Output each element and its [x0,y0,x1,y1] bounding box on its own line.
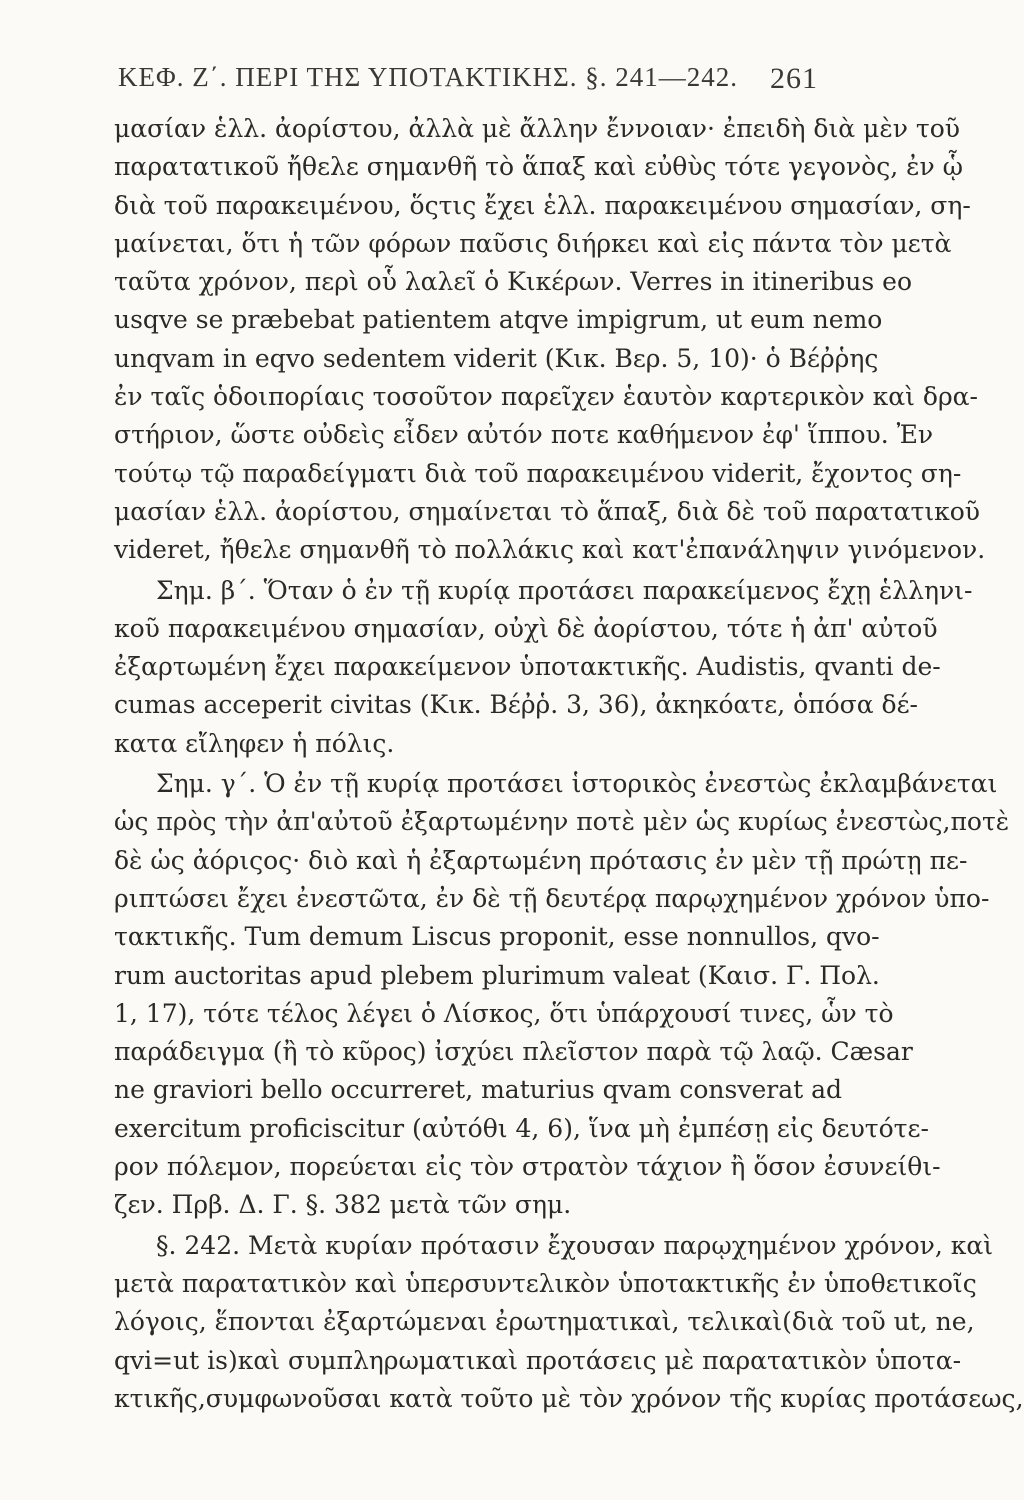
text-line: μασίαν ἑλλ. ἀορίστου, σημαίνεται τὸ ἅπαξ, διὰ δὲ τοῦ παρατατικοῦ [114,496,981,526]
text-line: ζεν. Πρβ. Δ. Γ. §. 382 μετὰ τῶν σημ. [114,1190,572,1220]
note-b-heading-line: Σημ. β΄. Ὅταν ὁ ἐν τῇ κυρίᾳ προτάσει παρακείμενος ἔχῃ ἑλληνι- [156,575,973,605]
text-line: videret, ἤθελε σημανθῆ τὸ πολλάκις καὶ κατ'ἐπανάληψιν γινόμενον. [114,535,986,565]
body-text [114,110,1024,1418]
text-line: διὰ τοῦ παρακειμένου, ὅςτις ἔχει ἑλλ. παρακειμένου σημασίαν, ση- [114,190,971,220]
text-line: ἐξαρτωμένη ἔχει παρακείμενον ὑποτακτικῆς. Audistis, qvanti de- [114,652,941,682]
text-line: cumas acceperit civitas (Κικ. Βέῤῥ. 3, 36), ἀκηκόατε, ὁπόσα δέ- [114,690,918,720]
text-line: qvi=ut is)καὶ συμπληρωματικαὶ προτάσεις μὲ παρατατικὸν ὑποτα- [114,1345,962,1375]
text-line: κατα εἴληφεν ἡ πόλις. [114,728,395,758]
text-line: μαίνεται, ὅτι ἡ τῶν φόρων παῦσις διήρκει καὶ εἰς πάντα τὸν μετὰ [114,228,952,258]
text-line: παρατατικοῦ ἤθελε σημανθῆ τὸ ἅπαξ καὶ εὐθὺς τότε γεγονὸς, ἐν ᾧ [114,152,964,182]
page-number: 261 [770,62,818,95]
text-line: λόγοις, ἕπονται ἐξαρτώμεναι ἐρωτηματικαὶ, τελικαὶ(διὰ τοῦ ut, ne, [114,1307,975,1337]
text-line: κοῦ παρακειμένου σημασίαν, οὐχὶ δὲ ἀορίστου, τότε ἡ ἀπ' αὐτοῦ [114,613,938,643]
text-line: exercitum proficiscitur (αὐτόθι 4, 6), ἵνα μὴ ἐμπέσῃ εἰς δευτότε- [114,1113,929,1143]
page-header [118,62,818,102]
text-line: μασίαν ἑλλ. ἀορίστου, ἀλλὰ μὲ ἄλλην ἔννοιαν· ἐπειδὴ διὰ μὲν τοῦ [114,114,960,143]
text-line: ριπτώσει ἔχει ἐνεστῶτα, ἐν δὲ τῇ δευτέρᾳ παρῳχημένον χρόνον ὑπο- [114,883,990,913]
note-c-heading-line: Σημ. γ΄. Ὁ ἐν τῇ κυρίᾳ προτάσει ἱστορικὸς ἐνεστὼς ἐκλαμβάνεται [156,769,998,799]
text-line: unqvam in eqvo sedentem viderit (Κικ. Βερ. 5, 10)· ὁ Βέῤῥης [114,343,879,373]
text-line: τούτῳ τῷ παραδείγματι διὰ τοῦ παρακειμένου viderit, ἔχοντος ση- [114,458,962,488]
text-line: 1, 17), τότε τέλος λέγει ὁ Λίσκος, ὅτι ὑπάρχουσί τινες, ὧν τὸ [114,998,894,1028]
text-line: παράδειγμα (ἢ τὸ κῦρος) ἰσχύει πλεῖστον παρὰ τῷ λαῷ. Cæsar [114,1037,913,1067]
text-line: μετὰ παρατατικὸν καὶ ὑπερσυντελικὸν ὑποτακτικῆς ἐν ὑποθετικοῖς [114,1268,977,1298]
text-line: usqve se præbebat patientem atqve impigrum, ut eum nemo [114,305,883,335]
text-line: κτικῆς,συμφωνοῦσαι κατὰ τοῦτο μὲ τὸν χρόνον τῆς κυρίας προτάσεως, [114,1383,1024,1413]
text-line: ταῦτα χρόνον, περὶ οὗ λαλεῖ ὁ Κικέρων. Verres in itineribus eo [114,267,913,297]
text-line: ne graviori bello occurreret, maturius qvam consverat ad [114,1075,843,1105]
text-line: δὲ ὡς ἀόριςος· διὸ καὶ ἡ ἐξαρτωμένη πρότασις ἐν μὲν τῇ πρώτῃ πε- [114,845,968,875]
running-head: ΚΕΦ. Ζ΄. ΠΕΡΙ ΤΗΣ ΥΠΟΤΑΚΤΙΚΗΣ. §. 241—242. [118,62,739,92]
text-line: ὡς πρὸς τὴν ἀπ'αὐτοῦ ἐξαρτωμένην ποτὲ μὲν ὡς κυρίως ἐνεστὼς,ποτὲ [114,807,1010,837]
text-line: τακτικῆς. Tum demum Liscus proponit, esse nonnullos, qvo- [114,922,880,952]
text-line: rum auctoritas apud plebem plurimum valeat (Καισ. Γ. Πολ. [114,960,880,990]
text-line: ἐν ταῖς ὁδοιπορίαις τοσοῦτον παρεῖχεν ἑαυτὸν καρτερικὸν καὶ δρα- [114,382,978,412]
text-line: ρον πόλεμον, πορεύεται εἰς τὸν στρατὸν τάχιον ἢ ὅσον ἐσυνείθι- [114,1152,941,1182]
text-line: στήριον, ὥστε οὐδεὶς εἶδεν αὐτόν ποτε καθήμενον ἐφ' ἵππου. Ἐν [114,420,934,450]
section-242-heading-line: §. 242. Μετὰ κυρίαν πρότασιν ἔχουσαν παρῳχημένον χρόνον, καὶ [156,1230,994,1260]
